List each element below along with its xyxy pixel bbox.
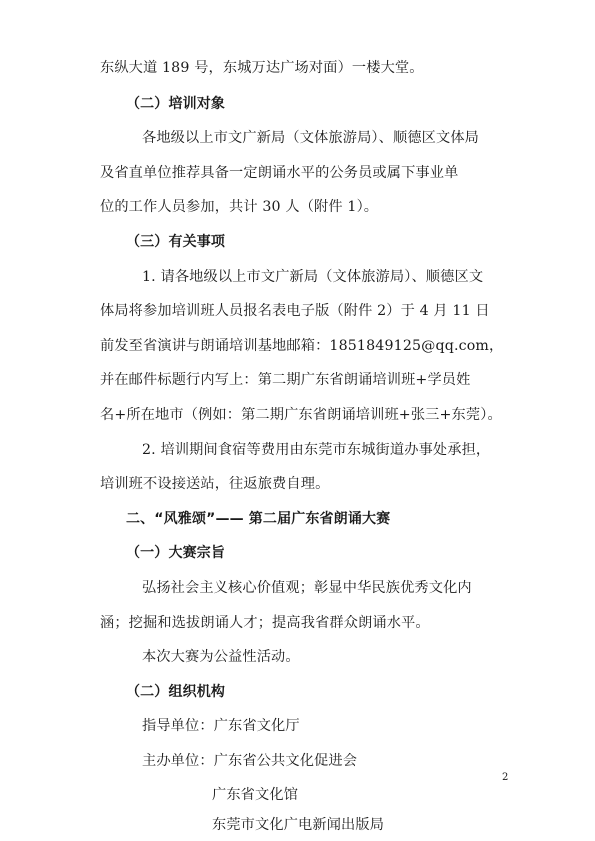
text-line: 1. 请各地级以上市文广新局（文体旅游局）、顺德区文 (142, 269, 484, 285)
text-line: 涵；挖掘和选拔朗诵人才；提高我省群众朗诵水平。 (100, 615, 430, 631)
text-line-guiding-unit: 指导单位：广东省文化厅 (142, 718, 300, 734)
heading-competition: 二、“风雅颂”—— 第二届广东省朗诵大赛 (126, 511, 391, 527)
heading-training-target: （二）培训对象 (126, 96, 226, 112)
heading-organization: （二）组织机构 (126, 684, 226, 700)
text-line: 2. 培训期间食宿等费用由东莞市东城街道办事处承担， (142, 442, 491, 458)
text-line: 体局将参加培训班人员报名表电子版（附件 2）于 4 月 11 日 (100, 303, 490, 319)
text-line-host-unit: 东莞市文化广电新闻出版局 (212, 817, 385, 833)
text-line: 并在邮件标题行内写上：第二期广东省朗诵培训班+学员姓 (100, 372, 471, 388)
heading-related-matters: （三）有关事项 (126, 234, 226, 250)
page-number: 2 (502, 772, 509, 783)
text-line: 各地级以上市文广新局（文体旅游局）、顺德区文体局 (142, 130, 480, 146)
text-line: 位的工作人员参加，共计 30 人（附件 1）。 (100, 199, 379, 215)
text-line: 名+所在地市（例如：第二期广东省朗诵培训班+张三+东莞）。 (100, 407, 502, 423)
text-line: 弘扬社会主义核心价值观；彰显中华民族优秀文化内 (142, 580, 472, 596)
text-line-email: 前发至省演讲与朗诵培训基地邮箱：1851849125@qq.com， (100, 338, 504, 354)
heading-competition-purpose: （一）大赛宗旨 (126, 545, 226, 561)
text-line: 及省直单位推荐具备一定朗诵水平的公务员或属下事业单 (100, 165, 459, 181)
text-line-host-unit: 主办单位：广东省公共文化促进会 (142, 753, 358, 769)
text-line: 培训班不设接送站，往返旅费自理。 (100, 476, 330, 492)
text-line-host-unit: 广东省文化馆 (212, 787, 299, 803)
text-line-address: 东纵大道 189 号，东城万达广场对面）一楼大堂。 (100, 60, 424, 76)
text-line: 本次大赛为公益性活动。 (142, 649, 300, 665)
